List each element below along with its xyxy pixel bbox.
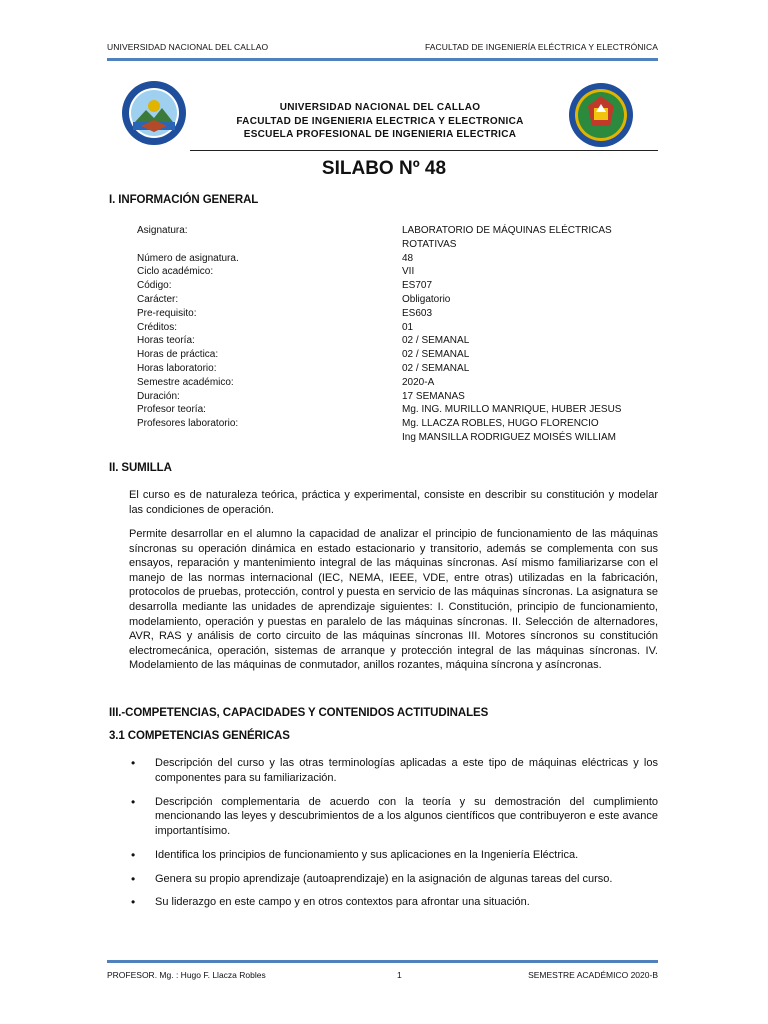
info-value: Ing MANSILLA RODRIGUEZ MOISÉS WILLIAM <box>402 431 616 443</box>
info-label: Profesores laboratorio: <box>137 418 239 430</box>
info-row <box>137 403 652 417</box>
bullet-icon: • <box>131 756 136 770</box>
info-label: Horas laboratorio: <box>137 362 217 374</box>
section-general-info-heading: I. INFORMACIÓN GENERAL <box>109 194 259 206</box>
info-row <box>137 348 652 362</box>
info-row <box>137 376 652 390</box>
institution-school: ESCUELA PROFESIONAL DE INGENIERIA ELECTRICA <box>243 129 517 140</box>
list-item-text: Descripción del curso y las otras terminologías aplicadas a este tipo de máquinas eléctricas y los componentes para su familiarización. <box>155 757 658 784</box>
info-value: Obligatorio <box>402 293 451 305</box>
info-row <box>137 321 652 335</box>
list-item <box>131 848 658 863</box>
running-header <box>107 42 658 52</box>
info-row <box>137 224 652 238</box>
info-value: Mg. LLACZA ROBLES, HUGO FLORENCIO <box>402 418 599 430</box>
info-label: Horas de práctica: <box>137 349 219 361</box>
footer-semester: SEMESTRE ACADÉMICO 2020-B <box>528 970 658 980</box>
info-value: 2020-A <box>402 376 435 388</box>
info-row <box>137 265 652 279</box>
list-item-text: Identifica los principios de funcionamiento y sus aplicaciones en la Ingeniería Eléctrica. <box>155 848 579 861</box>
general-info-table <box>137 224 652 445</box>
info-label: Código: <box>137 280 172 292</box>
list-item <box>131 795 658 839</box>
institution-university: UNIVERSIDAD NACIONAL DEL CALLAO <box>279 102 481 113</box>
bullet-icon: • <box>131 794 136 809</box>
info-label: Asignatura: <box>137 225 188 236</box>
faculty-seal-logo <box>568 82 634 148</box>
info-value: ROTATIVAS <box>402 238 457 250</box>
info-label: Ciclo académico: <box>137 266 214 278</box>
info-row <box>137 431 652 445</box>
info-row <box>137 293 652 307</box>
footer-rule <box>107 960 658 963</box>
info-row <box>137 334 652 348</box>
list-item-text: Su liderazgo en este campo y en otros contextos para afrontar una situación. <box>155 895 530 908</box>
info-label: Número de asignatura. <box>137 252 239 264</box>
list-item <box>131 756 658 785</box>
info-value: 02 / SEMANAL <box>402 362 470 374</box>
section-sumilla-heading: II. SUMILLA <box>109 462 172 474</box>
info-value: 02 / SEMANAL <box>402 349 470 361</box>
info-row <box>137 307 652 321</box>
sumilla-paragraph-2: Permite desarrollar en el alumno la capacidad de analizar el principio de funcionamiento de las máquinas síncronas su operación dinámica en estado estacionario y transitorio, además se complementa con sus ensayos, reparación y mantenimiento integral de las máquinas síncronas. Así mismo familiarizarse con el manejo de las normas internacional (IEC, NEMA, IEEE, VDE, entre otras) utilizadas en la fabricación, protocolos de pruebas, protección, control y puesta en servicio de las máquinas síncronas. La asignatura se desarrolla mediante las unidades de aprendizaje siguientes: I. Constitución, principio de funcionamiento, modelamiento, operación y puestas en paralelo de las máquinas síncronas. II. Selección de alternadores, AVR, RAS y análisis de corto circuito de las máquinas síncronas III. Motores síncronos su constitución electromecánica, operación, sistemas de arranque y protección integral de las máquinas síncronas. IV. Modelamiento de las máquinas de conmutador, anillos rozantes, máquina síncrona y asíncronas. <box>129 528 658 672</box>
info-row <box>137 238 652 252</box>
header-university: UNIVERSIDAD NACIONAL DEL CALLAO <box>107 42 269 52</box>
section-competencias-heading: III.-COMPETENCIAS, CAPACIDADES Y CONTENIDOS ACTITUDINALES <box>109 707 489 719</box>
info-row <box>137 417 652 431</box>
info-label: Profesor teoría: <box>137 404 206 416</box>
info-row <box>137 362 652 376</box>
bullet-icon: • <box>131 894 136 909</box>
info-value: VII <box>402 266 415 278</box>
page-number: 1 <box>397 970 402 980</box>
header-rule <box>107 58 658 61</box>
list-item-text: Genera su propio aprendizaje (autoaprendizaje) en la asignación de algunas tareas del curso. <box>155 873 613 886</box>
institution-faculty: FACULTAD DE INGENIERIA ELECTRICA Y ELECTRONICA <box>236 115 524 127</box>
institution-rule <box>190 150 658 151</box>
info-label: Pre-requisito: <box>137 307 197 319</box>
info-label: Semestre académico: <box>137 376 234 388</box>
info-row <box>137 390 652 404</box>
document-title: SILABO Nº 48 <box>321 158 447 179</box>
list-item <box>131 872 658 887</box>
info-label: Duración: <box>137 390 180 402</box>
info-value: 02 / SEMANAL <box>402 335 470 347</box>
info-value: 48 <box>402 252 414 264</box>
subsection-competencias-genericas-heading: 3.1 COMPETENCIAS GENÉRICAS <box>109 730 290 742</box>
info-row <box>137 279 652 293</box>
info-value: LABORATORIO DE MÁQUINAS ELÉCTRICAS <box>402 225 612 236</box>
info-label: Créditos: <box>137 321 178 333</box>
info-label: Carácter: <box>137 293 179 305</box>
sumilla-paragraph-1: El curso es de naturaleza teórica, práctica y experimental, consiste en describir su constitución y modelar las condiciones de operación. <box>129 489 658 516</box>
institution-block <box>190 101 570 142</box>
info-value: 01 <box>402 321 414 333</box>
university-seal-logo <box>121 80 187 146</box>
info-value: ES707 <box>402 280 433 292</box>
info-label <box>137 238 402 252</box>
list-item-text: Descripción complementaria de acuerdo con la teoría y su demostración del cumplimiento mencionando las leyes y descubrimientos de a los algunos científicos que contribuyeron e este avance importantísimo. <box>155 795 658 837</box>
info-value: 17 SEMANAS <box>402 390 465 402</box>
bullet-icon: • <box>131 872 136 887</box>
info-label <box>137 431 402 445</box>
info-value: Mg. ING. MURILLO MANRIQUE, HUBER JESUS <box>402 404 622 416</box>
header-faculty: FACULTAD DE INGENIERÍA ELÉCTRICA Y ELECTRÓNICA <box>424 42 658 52</box>
info-label: Horas teoría: <box>137 335 195 347</box>
bullet-icon: • <box>131 847 136 862</box>
list-item <box>131 895 658 910</box>
footer-professor: PROFESOR. Mg. : Hugo F. Llacza Robles <box>107 970 266 980</box>
info-row <box>137 252 652 266</box>
info-value: ES603 <box>402 307 433 319</box>
competencias-list <box>131 756 658 919</box>
